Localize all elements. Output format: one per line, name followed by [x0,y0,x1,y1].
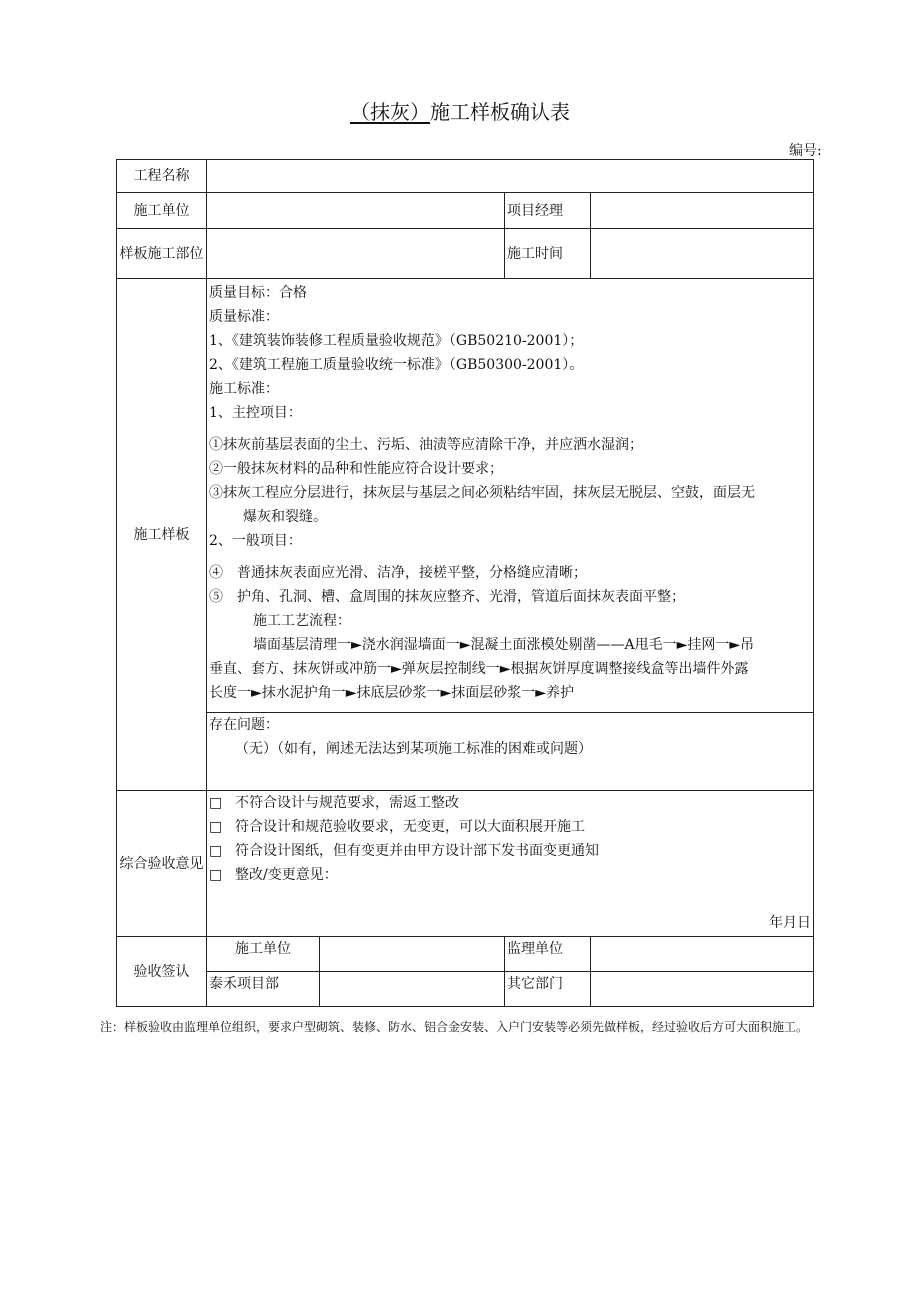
confirmation-form-table [116,159,814,1007]
row-project-name [117,160,814,193]
sample-location-label: 样板施工部位 [117,229,207,279]
project-name-field[interactable] [207,160,814,193]
sample-content [207,279,814,713]
main-item-3-cont: 爆灰和裂缝。 [243,509,327,525]
opinion-4 [209,863,811,887]
process-line-3: 长度一►抹水泥护角一►抹底层砂浆一►抹面层砂浆一►养护 [209,685,575,701]
general-item-5: ⑤ 护角、孔洞、槽、盒周围的抹灰应整齐、光滑，管道后面抹灰表面平整； [209,589,685,605]
construction-standard-title: 施工标准： [209,381,279,397]
process-line-2: 垂直、套方、抹灰饼或冲筋一►弹灰层控制线一►根据灰饼厚度调整接线盒等出墙件外露 [209,661,749,677]
issues-content[interactable] [207,713,814,791]
general-items-title: 2、一般项目： [209,533,302,549]
row-overall-opinion [117,791,814,937]
opinion-4-text: 整改/变更意见： [235,867,338,883]
main-items-title: 1、主控项目： [209,405,302,421]
main-item-2: ②一般抹灰材料的品种和性能应符合设计要求； [209,461,503,477]
title-main: 施工样板确认表 [430,100,570,124]
signoff-supervision-unit-field[interactable] [591,937,814,972]
standard-item-2: 2、《建筑工程施工质量验收统一标准》（GB50300-2001）。 [209,357,584,373]
row-sample-location [117,229,814,279]
signoff-taihe-dept-label: 泰禾项目部 [207,972,320,1007]
opinion-1-text: 不符合设计与规范要求，需返工整改 [235,795,459,811]
project-name-label: 工程名称 [117,160,207,193]
sample-label: 施工样板 [117,279,207,791]
opinion-2-text: 符合设计和规范验收要求，无变更，可以大面积展开施工 [235,819,585,835]
checkbox-opinion-3[interactable]: □ [209,843,223,859]
opinion-3 [209,839,811,863]
footnote: 注：样板验收由监理单位组织，要求户型砌筑、装修、防水、铝合金安装、入户门安装等必须先做样板，经过验收后方可大面积施工。 [100,1020,809,1034]
process-title: 施工工艺流程： [253,613,351,629]
row-sample [117,279,814,713]
page-title [0,96,920,125]
serial-number-label: 编号: [789,143,822,159]
signoff-other-dept-label: 其它部门 [505,972,591,1007]
main-item-1: ①抹灰前基层表面的尘土、污垢、油渍等应清除干净，并应洒水湿润； [209,437,643,453]
opinion-2 [209,815,811,839]
overall-opinion-label: 综合验收意见 [117,791,207,937]
construction-time-label: 施工时间 [505,229,591,279]
process-line-1: 墙面基层清理一►浇水润湿墙面一►混凝土面涨模处剔凿——A甩毛一►挂网一►吊 [253,637,755,653]
row-issues [117,713,814,791]
row-construction-unit [117,193,814,229]
overall-opinion-content [207,791,814,937]
checkbox-opinion-1[interactable]: □ [209,795,223,811]
date-label: 年月日 [769,915,811,931]
row-signoff-1 [117,937,814,972]
opinion-3-text: 符合设计图纸，但有变更并由甲方设计部下发书面变更通知 [235,843,599,859]
issues-text: （无）（如有，阐述无法达到某项施工标准的困难或问题） [235,741,592,757]
checkbox-opinion-2[interactable]: □ [209,819,223,835]
standard-item-1: 1、《建筑装饰装修工程质量验收规范》（GB50210-2001）； [209,333,584,349]
sample-location-field[interactable] [207,229,505,279]
signoff-taihe-dept-field[interactable] [320,972,505,1007]
construction-unit-field[interactable] [207,193,505,229]
acceptance-sign-label: 验收签认 [117,937,207,1007]
opinion-1 [209,791,811,815]
project-manager-field[interactable] [591,193,814,229]
construction-unit-label: 施工单位 [117,193,207,229]
main-item-3: ③抹灰工程应分层进行，抹灰层与基层之间必须粘结牢固，抹灰层无脱层、空鼓，面层无 [209,485,755,501]
construction-time-field[interactable] [591,229,814,279]
signoff-construction-unit-label: 施工单位 [207,937,320,972]
signoff-construction-unit-field[interactable] [320,937,505,972]
general-item-4: ④ 普通抹灰表面应光滑、洁净，接槎平整，分格缝应清晰； [209,565,587,581]
project-manager-label: 项目经理 [505,193,591,229]
signoff-other-dept-field[interactable] [591,972,814,1007]
row-signoff-2 [117,972,814,1007]
quality-goal: 质量目标：合格 [209,285,307,301]
quality-standard-title: 质量标准： [209,309,279,325]
checkbox-opinion-4[interactable]: □ [209,867,223,883]
signoff-supervision-unit-label: 监理单位 [505,937,591,972]
issues-title: 存在问题： [209,717,279,733]
title-material: （抹灰） [350,100,430,124]
